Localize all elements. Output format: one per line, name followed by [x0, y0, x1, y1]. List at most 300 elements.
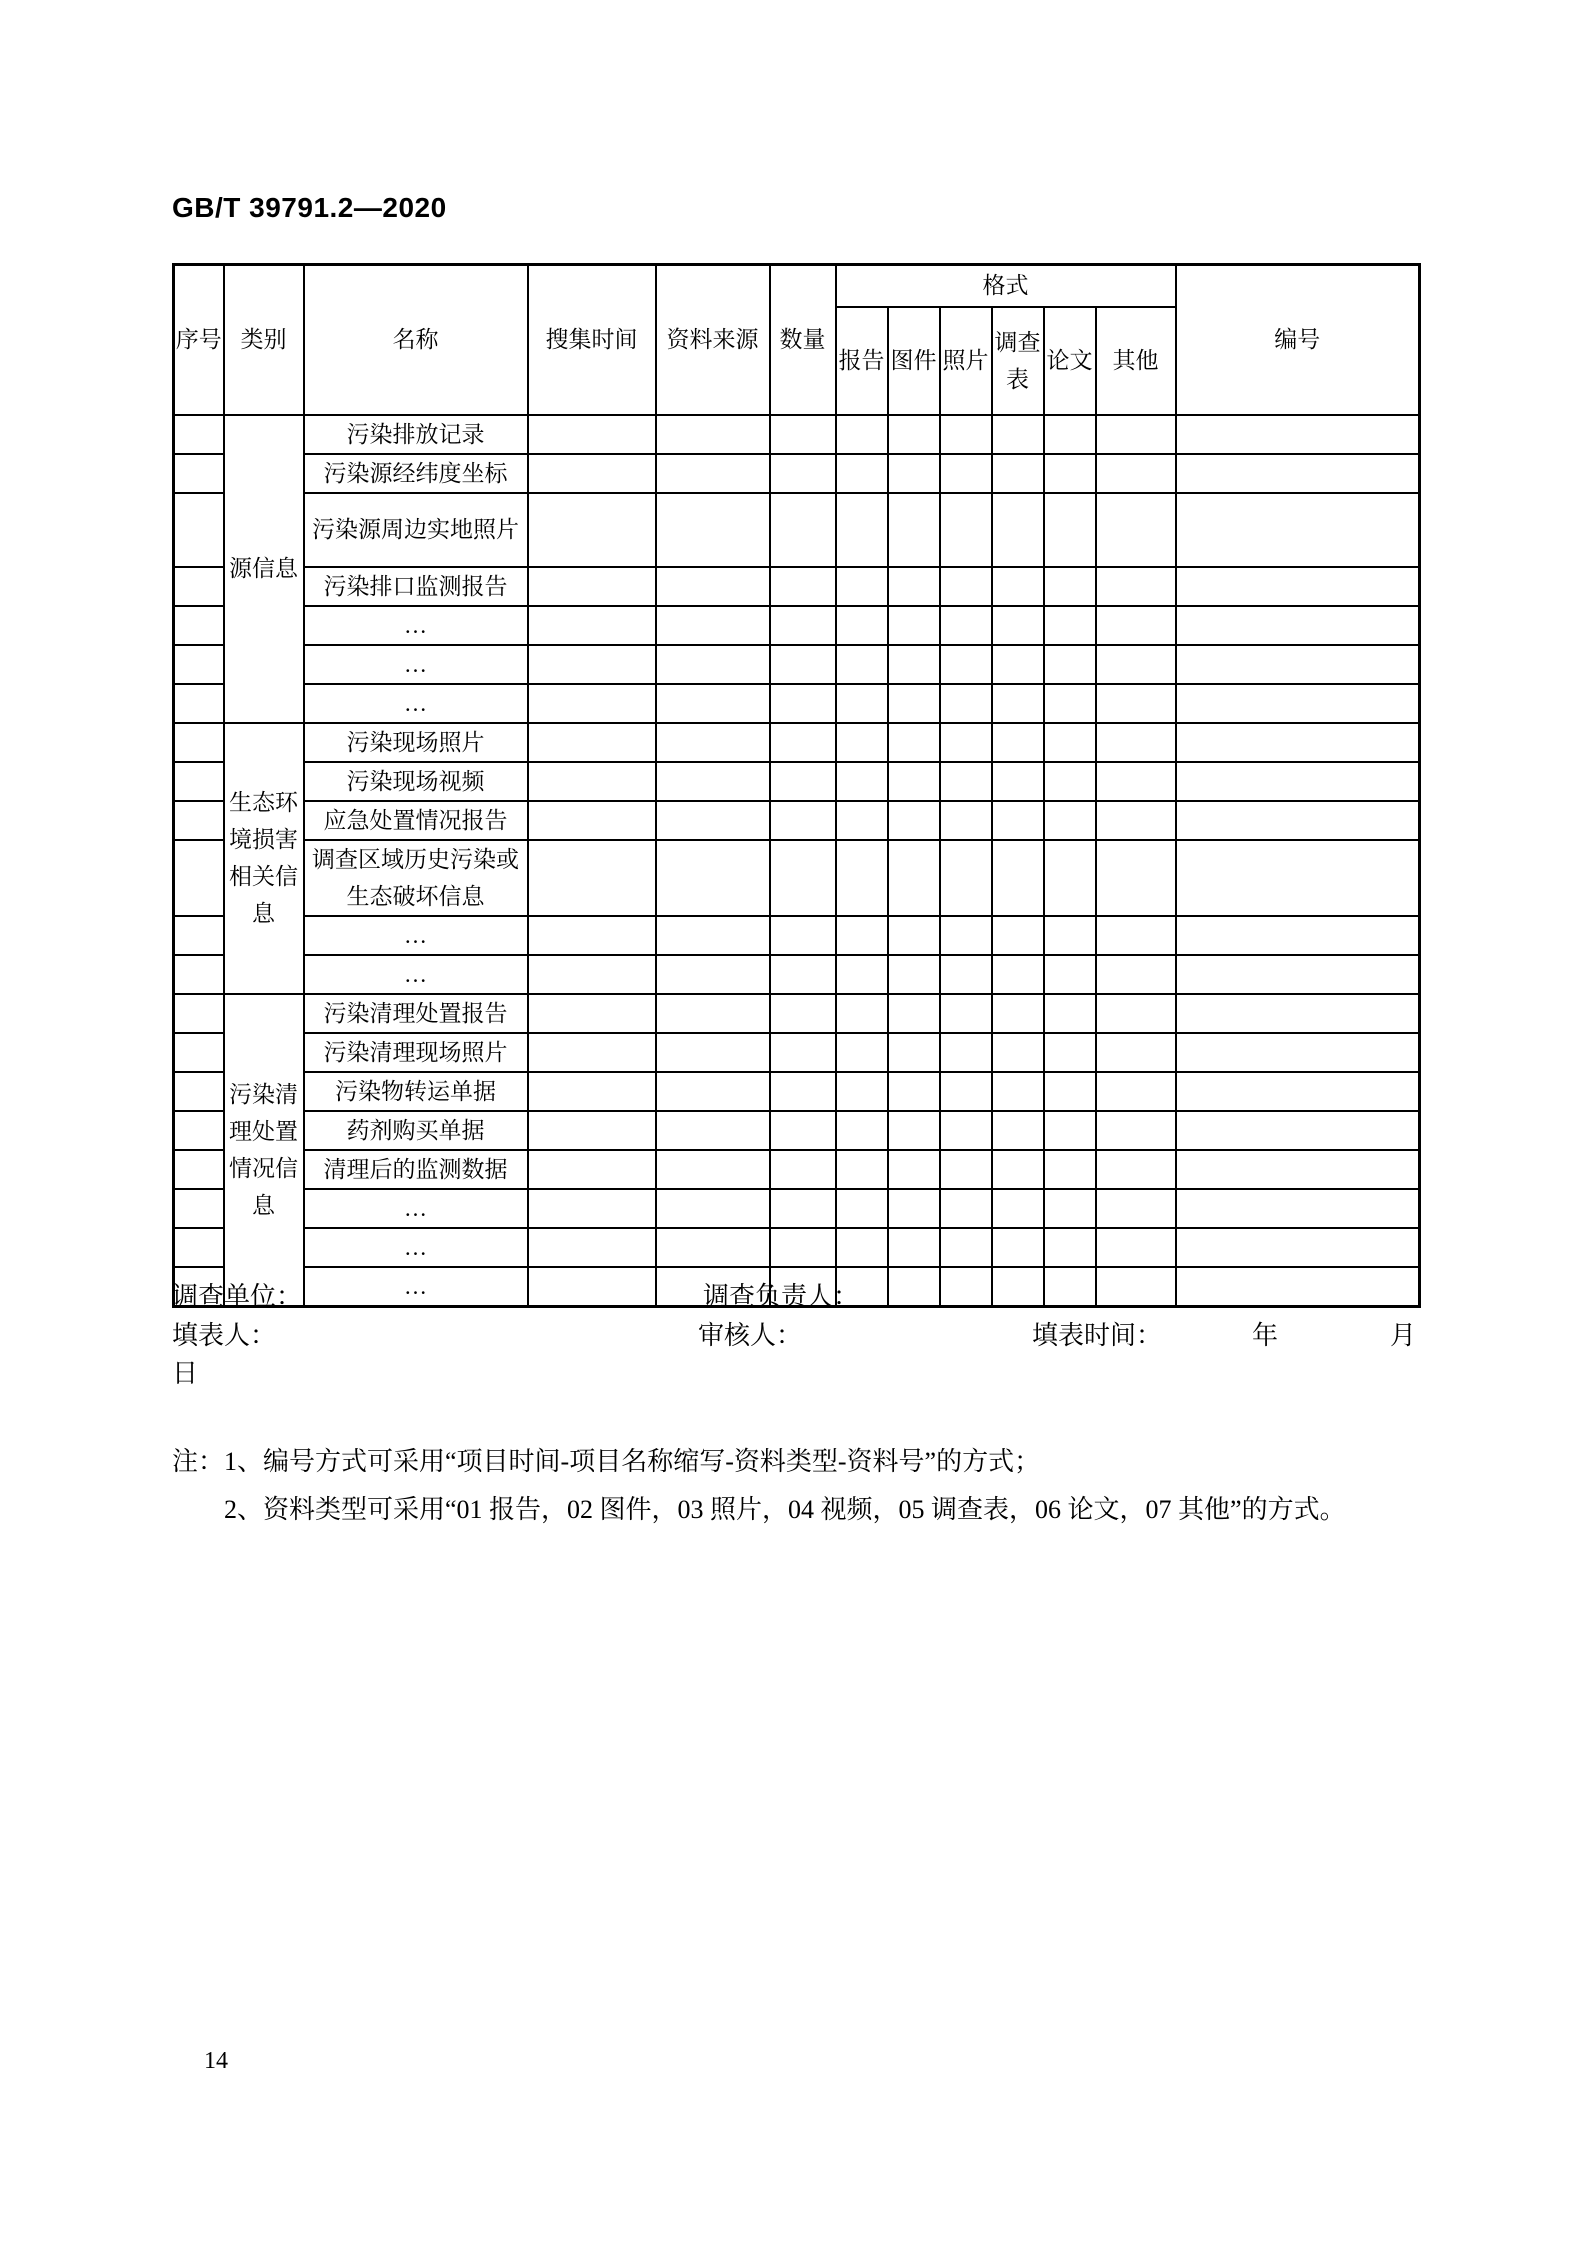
blank-cell — [888, 684, 940, 723]
blank-cell — [1096, 606, 1176, 645]
blank-cell — [174, 1228, 224, 1267]
month-label: 月 — [1390, 1321, 1417, 1350]
blank-cell — [1176, 916, 1420, 955]
blank-cell — [174, 723, 224, 762]
blank-cell — [992, 567, 1044, 606]
blank-cell — [174, 1150, 224, 1189]
col-header-report: 报告 — [836, 307, 888, 415]
blank-cell — [174, 1033, 224, 1072]
blank-cell — [1096, 801, 1176, 840]
blank-cell — [888, 1150, 940, 1189]
table-row — [174, 415, 1420, 454]
blank-cell — [1044, 645, 1096, 684]
blank-cell — [1044, 762, 1096, 801]
blank-cell — [1176, 606, 1420, 645]
blank-cell — [528, 1072, 656, 1111]
blank-cell — [1176, 1267, 1420, 1307]
form-filler-label: 填表人： — [172, 1321, 277, 1350]
blank-cell — [174, 801, 224, 840]
blank-cell — [888, 1228, 940, 1267]
blank-cell — [1096, 840, 1176, 916]
blank-cell — [1176, 645, 1420, 684]
blank-cell — [770, 762, 836, 801]
table-row — [174, 606, 1420, 645]
blank-cell — [174, 840, 224, 916]
blank-cell — [836, 840, 888, 916]
blank-cell — [888, 1072, 940, 1111]
blank-cell — [992, 994, 1044, 1033]
table-row — [174, 1150, 1420, 1189]
name-cell: … — [304, 1267, 528, 1307]
name-cell: 污染源经纬度坐标 — [304, 454, 528, 493]
blank-cell — [174, 955, 224, 994]
blank-cell — [174, 916, 224, 955]
blank-cell — [656, 567, 770, 606]
blank-cell — [1044, 1072, 1096, 1111]
blank-cell — [940, 645, 992, 684]
blank-cell — [770, 916, 836, 955]
blank-cell — [940, 1072, 992, 1111]
blank-cell — [656, 415, 770, 454]
blank-cell — [528, 684, 656, 723]
col-header-thesis: 论文 — [1044, 307, 1096, 415]
blank-cell — [1044, 1150, 1096, 1189]
blank-cell — [888, 1033, 940, 1072]
name-cell: 污染清理处置报告 — [304, 994, 528, 1033]
blank-cell — [528, 840, 656, 916]
blank-cell — [836, 801, 888, 840]
blank-cell — [992, 762, 1044, 801]
blank-cell — [174, 493, 224, 567]
blank-cell — [1176, 1228, 1420, 1267]
notes-line-1 — [172, 1445, 1040, 1479]
blank-cell — [992, 493, 1044, 567]
blank-cell — [770, 1033, 836, 1072]
blank-cell — [528, 801, 656, 840]
blank-cell — [940, 840, 992, 916]
blank-cell — [174, 994, 224, 1033]
name-cell: 应急处置情况报告 — [304, 801, 528, 840]
blank-cell — [1096, 415, 1176, 454]
blank-cell — [1044, 454, 1096, 493]
table-row — [174, 723, 1420, 762]
blank-cell — [940, 1150, 992, 1189]
table-row — [174, 955, 1420, 994]
blank-cell — [528, 645, 656, 684]
blank-cell — [1044, 1111, 1096, 1150]
blank-cell — [770, 840, 836, 916]
blank-cell — [528, 1150, 656, 1189]
name-cell: … — [304, 1228, 528, 1267]
blank-cell — [888, 762, 940, 801]
blank-cell — [528, 1228, 656, 1267]
blank-cell — [770, 955, 836, 994]
col-header-photo: 照片 — [940, 307, 992, 415]
blank-cell — [836, 454, 888, 493]
blank-cell — [992, 955, 1044, 994]
table-row — [174, 1072, 1420, 1111]
blank-cell — [656, 454, 770, 493]
blank-cell — [770, 684, 836, 723]
blank-cell — [1176, 723, 1420, 762]
col-header-other: 其他 — [1096, 307, 1176, 415]
blank-cell — [1096, 955, 1176, 994]
blank-cell — [888, 723, 940, 762]
blank-cell — [1096, 684, 1176, 723]
table-header-row — [174, 265, 1420, 307]
blank-cell — [992, 1150, 1044, 1189]
blank-cell — [992, 415, 1044, 454]
blank-cell — [770, 1150, 836, 1189]
blank-cell — [770, 994, 836, 1033]
blank-cell — [888, 994, 940, 1033]
blank-cell — [174, 1072, 224, 1111]
blank-cell — [888, 645, 940, 684]
blank-cell — [1096, 645, 1176, 684]
note-item-2: 2、资料类型可采用“01 报告，02 图件，03 照片，04 视频，05 调查表，06 论文，07 其他”的方式。 — [224, 1495, 1346, 1524]
blank-cell — [1176, 955, 1420, 994]
blank-cell — [1044, 840, 1096, 916]
col-header-collect-time: 搜集时间 — [528, 265, 656, 415]
table-row — [174, 1033, 1420, 1072]
blank-cell — [940, 1228, 992, 1267]
blank-cell — [992, 645, 1044, 684]
blank-cell — [770, 1189, 836, 1228]
blank-cell — [1096, 1150, 1176, 1189]
blank-cell — [1044, 916, 1096, 955]
blank-cell — [992, 1267, 1044, 1307]
blank-cell — [940, 916, 992, 955]
blank-cell — [940, 684, 992, 723]
blank-cell — [940, 415, 992, 454]
blank-cell — [888, 840, 940, 916]
blank-cell — [1044, 801, 1096, 840]
blank-cell — [528, 1189, 656, 1228]
blank-cell — [1176, 1033, 1420, 1072]
blank-cell — [992, 454, 1044, 493]
blank-cell — [1096, 567, 1176, 606]
blank-cell — [836, 723, 888, 762]
blank-cell — [992, 840, 1044, 916]
blank-cell — [1176, 415, 1420, 454]
blank-cell — [992, 1111, 1044, 1150]
blank-cell — [888, 1111, 940, 1150]
blank-cell — [656, 606, 770, 645]
blank-cell — [836, 415, 888, 454]
blank-cell — [836, 606, 888, 645]
table-row — [174, 1189, 1420, 1228]
blank-cell — [940, 1111, 992, 1150]
blank-cell — [1176, 762, 1420, 801]
reviewer-label: 审核人： — [698, 1321, 803, 1350]
table-row — [174, 1228, 1420, 1267]
name-cell: … — [304, 606, 528, 645]
col-header-name: 名称 — [304, 265, 528, 415]
name-cell: 调查区域历史污染或生态破坏信息 — [304, 840, 528, 916]
blank-cell — [1176, 801, 1420, 840]
category-cell-cleanup-info: 污染清理处置情况信息 — [224, 994, 304, 1307]
blank-cell — [836, 493, 888, 567]
blank-cell — [174, 606, 224, 645]
blank-cell — [656, 840, 770, 916]
blank-cell — [1096, 1267, 1176, 1307]
blank-cell — [174, 454, 224, 493]
blank-cell — [528, 454, 656, 493]
blank-cell — [1096, 493, 1176, 567]
blank-cell — [992, 1189, 1044, 1228]
note-label: 注： — [172, 1447, 225, 1476]
category-cell-eco-damage-info: 生态环境损害相关信息 — [224, 723, 304, 994]
blank-cell — [528, 415, 656, 454]
blank-cell — [1044, 1033, 1096, 1072]
blank-cell — [174, 1189, 224, 1228]
blank-cell — [836, 645, 888, 684]
blank-cell — [656, 916, 770, 955]
col-header-code: 编号 — [1176, 265, 1420, 415]
blank-cell — [1044, 493, 1096, 567]
blank-cell — [836, 1150, 888, 1189]
table-row — [174, 840, 1420, 916]
blank-cell — [1096, 1111, 1176, 1150]
blank-cell — [770, 1111, 836, 1150]
name-cell: 污染现场视频 — [304, 762, 528, 801]
blank-cell — [888, 415, 940, 454]
blank-cell — [836, 916, 888, 955]
blank-cell — [528, 762, 656, 801]
blank-cell — [1176, 994, 1420, 1033]
blank-cell — [1096, 723, 1176, 762]
blank-cell — [992, 684, 1044, 723]
blank-cell — [656, 801, 770, 840]
name-cell: 清理后的监测数据 — [304, 1150, 528, 1189]
table-row — [174, 762, 1420, 801]
blank-cell — [940, 1033, 992, 1072]
blank-cell — [888, 916, 940, 955]
blank-cell — [836, 684, 888, 723]
blank-cell — [770, 1228, 836, 1267]
blank-cell — [528, 723, 656, 762]
blank-cell — [836, 1111, 888, 1150]
blank-cell — [656, 645, 770, 684]
blank-cell — [656, 1189, 770, 1228]
blank-cell — [1044, 606, 1096, 645]
blank-cell — [1176, 684, 1420, 723]
table-row — [174, 454, 1420, 493]
blank-cell — [1044, 684, 1096, 723]
blank-cell — [888, 801, 940, 840]
blank-cell — [1176, 1072, 1420, 1111]
blank-cell — [770, 606, 836, 645]
blank-cell — [1176, 1111, 1420, 1150]
blank-cell — [992, 723, 1044, 762]
name-cell: 污染排口监测报告 — [304, 567, 528, 606]
name-cell: … — [304, 645, 528, 684]
blank-cell — [940, 801, 992, 840]
blank-cell — [1096, 1228, 1176, 1267]
blank-cell — [528, 1267, 656, 1307]
doc-code: GB/T 39791.2—2020 — [172, 192, 447, 223]
blank-cell — [888, 606, 940, 645]
blank-cell — [1176, 840, 1420, 916]
blank-cell — [836, 567, 888, 606]
survey-leader-label: 调查负责人： — [703, 1282, 860, 1311]
blank-cell — [656, 762, 770, 801]
blank-cell — [528, 1111, 656, 1150]
col-header-format: 格式 — [836, 265, 1176, 307]
blank-cell — [992, 606, 1044, 645]
blank-cell — [940, 723, 992, 762]
blank-cell — [1096, 994, 1176, 1033]
blank-cell — [1176, 567, 1420, 606]
blank-cell — [836, 762, 888, 801]
blank-cell — [1176, 1150, 1420, 1189]
col-header-quantity: 数量 — [770, 265, 836, 415]
name-cell: … — [304, 1189, 528, 1228]
blank-cell — [1096, 1072, 1176, 1111]
blank-cell — [174, 645, 224, 684]
blank-cell — [940, 567, 992, 606]
blank-cell — [836, 1189, 888, 1228]
blank-cell — [888, 493, 940, 567]
blank-cell — [1096, 916, 1176, 955]
blank-cell — [174, 1111, 224, 1150]
table-row — [174, 645, 1420, 684]
blank-cell — [1096, 1189, 1176, 1228]
name-cell: 污染源周边实地照片 — [304, 493, 528, 567]
blank-cell — [656, 1111, 770, 1150]
blank-cell — [1096, 454, 1176, 493]
blank-cell — [770, 415, 836, 454]
blank-cell — [528, 916, 656, 955]
blank-cell — [940, 762, 992, 801]
blank-cell — [770, 567, 836, 606]
blank-cell — [528, 606, 656, 645]
col-header-source: 资料来源 — [656, 265, 770, 415]
name-cell: 污染物转运单据 — [304, 1072, 528, 1111]
name-cell: … — [304, 955, 528, 994]
table-row — [174, 801, 1420, 840]
name-cell: 药剂购买单据 — [304, 1111, 528, 1150]
blank-cell — [1044, 1267, 1096, 1307]
notes-line-2 — [224, 1493, 1346, 1527]
page-number: 14 — [204, 2048, 228, 2074]
blank-cell — [836, 994, 888, 1033]
col-header-drawing: 图件 — [888, 307, 940, 415]
blank-cell — [174, 762, 224, 801]
table-row — [174, 994, 1420, 1033]
blank-cell — [1044, 994, 1096, 1033]
col-header-survey-form: 调查表 — [992, 307, 1044, 415]
blank-cell — [1176, 1189, 1420, 1228]
blank-cell — [940, 493, 992, 567]
table-row — [174, 567, 1420, 606]
blank-cell — [940, 955, 992, 994]
note-item-1: 1、编号方式可采用“项目时间-项目名称缩写-资料类型-资料号”的方式； — [224, 1447, 1041, 1476]
blank-cell — [1044, 1189, 1096, 1228]
blank-cell — [888, 955, 940, 994]
blank-cell — [528, 994, 656, 1033]
blank-cell — [656, 994, 770, 1033]
blank-cell — [1096, 1033, 1176, 1072]
blank-cell — [888, 1189, 940, 1228]
col-header-serial: 序号 — [174, 265, 224, 415]
blank-cell — [656, 723, 770, 762]
name-cell: 污染现场照片 — [304, 723, 528, 762]
blank-cell — [770, 723, 836, 762]
survey-unit-label: 调查单位： — [172, 1282, 303, 1311]
blank-cell — [836, 1072, 888, 1111]
blank-cell — [174, 567, 224, 606]
blank-cell — [940, 454, 992, 493]
blank-cell — [836, 1228, 888, 1267]
blank-cell — [1176, 454, 1420, 493]
blank-cell — [888, 1267, 940, 1307]
blank-cell — [1096, 762, 1176, 801]
blank-cell — [888, 567, 940, 606]
blank-cell — [770, 801, 836, 840]
blank-cell — [940, 994, 992, 1033]
blank-cell — [174, 415, 224, 454]
blank-cell — [656, 1072, 770, 1111]
blank-cell — [656, 1228, 770, 1267]
blank-cell — [940, 1267, 992, 1307]
table-row — [174, 1111, 1420, 1150]
blank-cell — [992, 801, 1044, 840]
blank-cell — [940, 1189, 992, 1228]
blank-cell — [656, 1150, 770, 1189]
materials-table — [172, 263, 1421, 1308]
blank-cell — [1044, 1228, 1096, 1267]
table-row — [174, 916, 1420, 955]
blank-cell — [1044, 955, 1096, 994]
blank-cell — [888, 454, 940, 493]
blank-cell — [940, 606, 992, 645]
blank-cell — [528, 1033, 656, 1072]
blank-cell — [1044, 415, 1096, 454]
blank-cell — [656, 493, 770, 567]
blank-cell — [770, 493, 836, 567]
blank-cell — [656, 1033, 770, 1072]
blank-cell — [836, 955, 888, 994]
day-label: 日 — [172, 1359, 199, 1388]
blank-cell — [1044, 723, 1096, 762]
name-cell: 污染排放记录 — [304, 415, 528, 454]
blank-cell — [770, 454, 836, 493]
blank-cell — [770, 645, 836, 684]
blank-cell — [770, 1072, 836, 1111]
blank-cell — [174, 684, 224, 723]
blank-cell — [528, 493, 656, 567]
name-cell: … — [304, 916, 528, 955]
blank-cell — [992, 916, 1044, 955]
blank-cell — [992, 1228, 1044, 1267]
col-header-category: 类别 — [224, 265, 304, 415]
name-cell: 污染清理现场照片 — [304, 1033, 528, 1072]
blank-cell — [528, 567, 656, 606]
name-cell: … — [304, 684, 528, 723]
category-cell-source-info: 源信息 — [224, 415, 304, 723]
year-label: 年 — [1252, 1321, 1279, 1350]
blank-cell — [1176, 493, 1420, 567]
blank-cell — [656, 684, 770, 723]
blank-cell — [656, 955, 770, 994]
blank-cell — [992, 1072, 1044, 1111]
fill-time-label: 填表时间： — [1032, 1321, 1163, 1350]
blank-cell — [992, 1033, 1044, 1072]
table-row — [174, 684, 1420, 723]
blank-cell — [836, 1033, 888, 1072]
table-row — [174, 493, 1420, 567]
